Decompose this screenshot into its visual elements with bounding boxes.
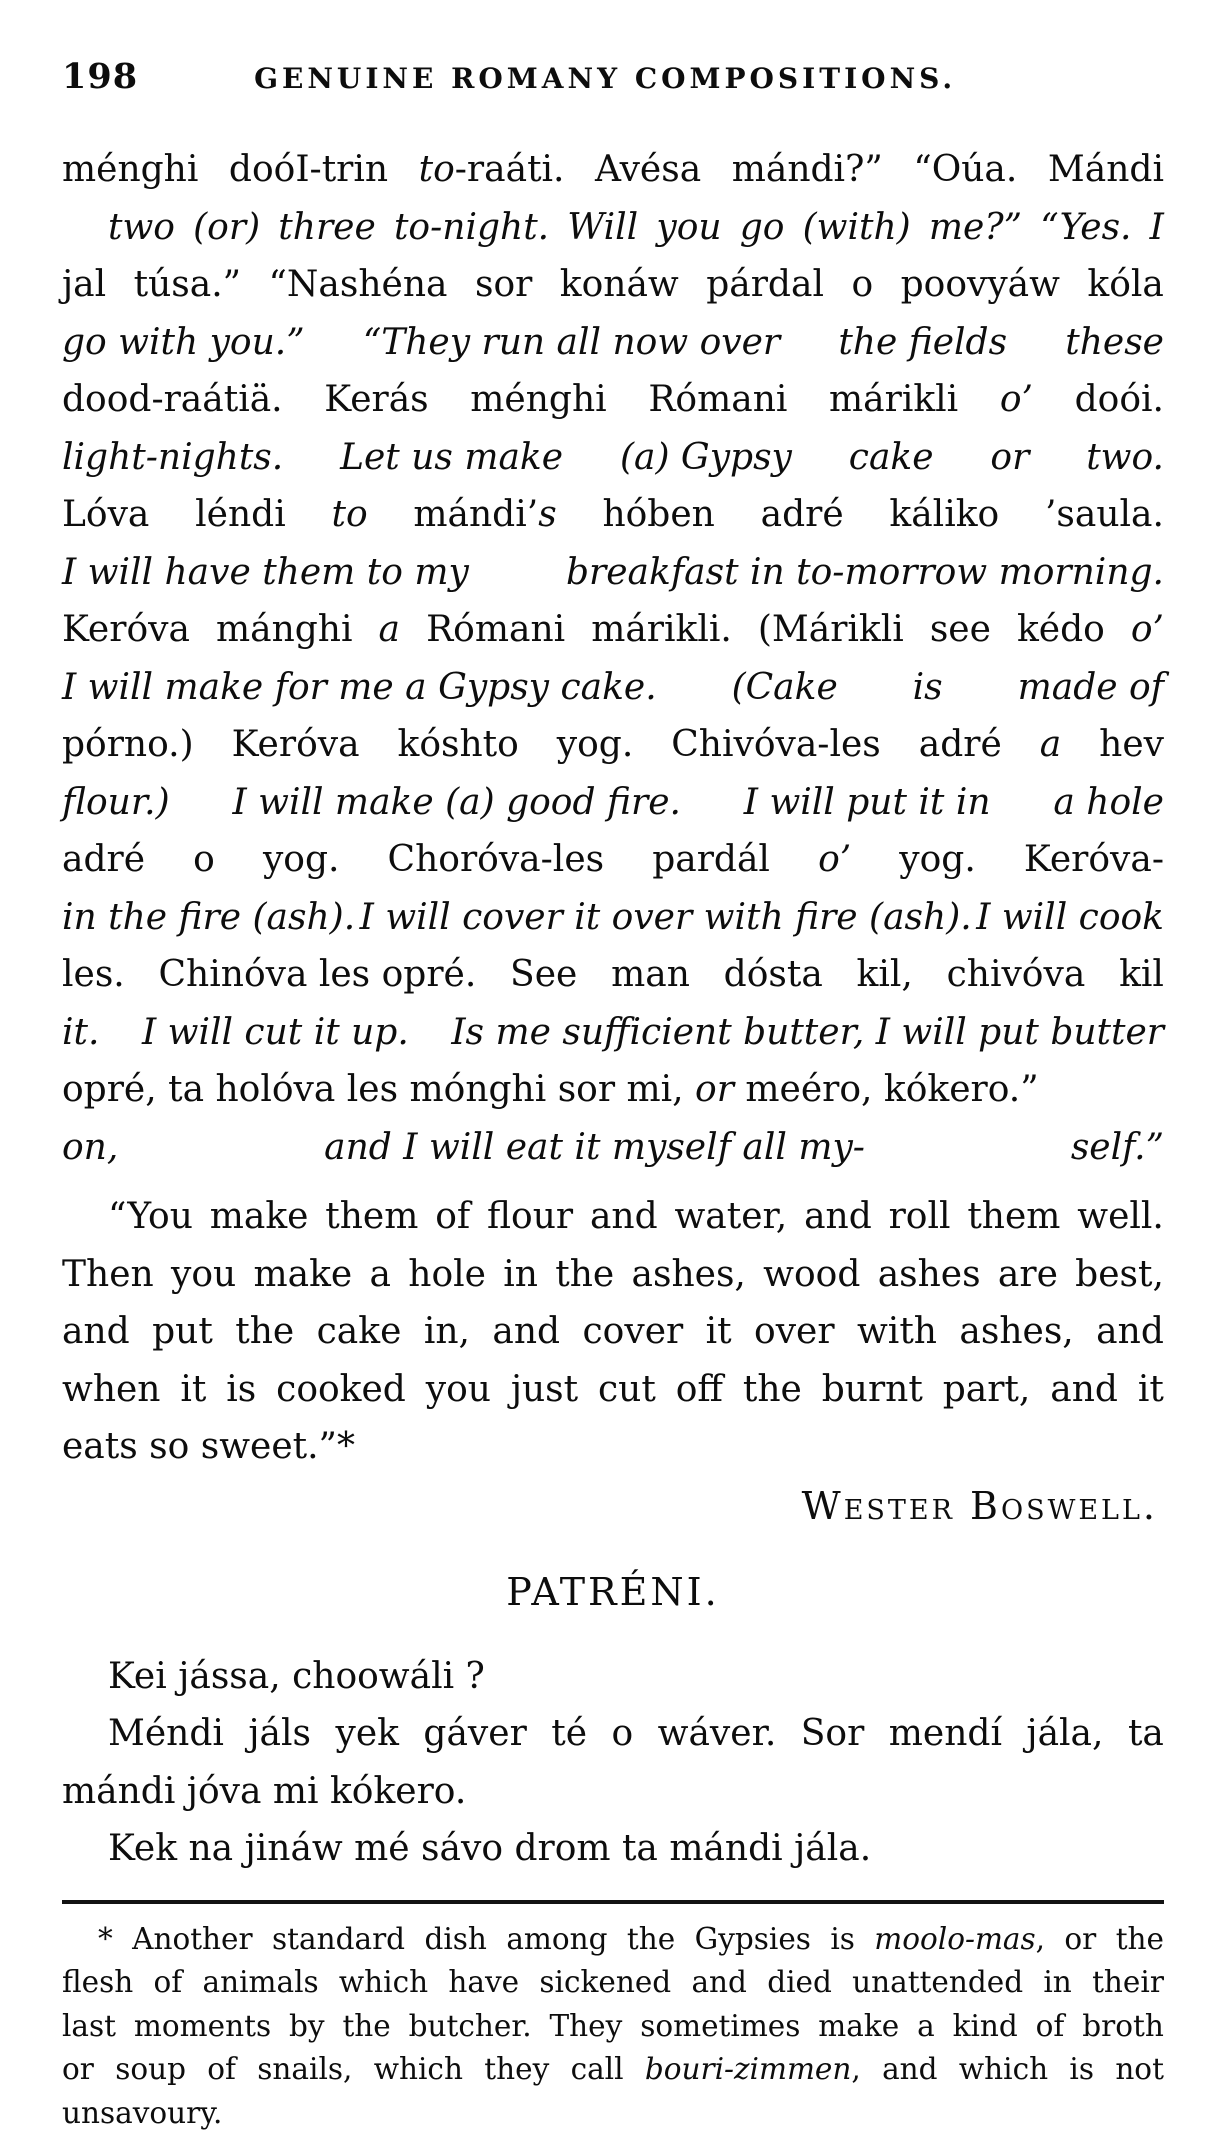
text-chunk: dood-raátiä.	[62, 379, 283, 420]
text-chunk: Another	[132, 1921, 253, 1956]
gloss-line	[62, 429, 1164, 487]
text-chunk: (a) Gypsy	[619, 436, 792, 478]
text-chunk: túsa.”	[133, 264, 242, 305]
text-chunk: of	[207, 2052, 236, 2086]
text-chunk: them	[325, 1196, 419, 1237]
text-chunk: the	[555, 1253, 615, 1295]
text-chunk: kil,	[856, 954, 913, 995]
gloss-line	[62, 774, 1164, 832]
text-chunk: bouri-zimmen,	[644, 2052, 861, 2086]
text-chunk: Gypsies	[694, 1921, 811, 1956]
text-chunk: Méndi	[108, 1713, 224, 1754]
romany-line	[62, 716, 1164, 774]
footnote-line	[62, 2005, 1164, 2049]
text-chunk: mándi?”	[731, 149, 883, 190]
text-chunk: moolo-mas,	[874, 1921, 1046, 1956]
text-chunk: márikli.	[591, 609, 732, 650]
text-chunk: a	[378, 609, 401, 650]
text-chunk: ’saula.	[1044, 494, 1164, 535]
text-chunk: adré	[62, 839, 146, 880]
text-chunk: of	[435, 1196, 471, 1237]
text-chunk: dósta	[723, 954, 823, 995]
text-chunk: sor	[474, 264, 533, 305]
text-chunk: the	[742, 1368, 802, 1410]
text-chunk: is	[1069, 2052, 1094, 2086]
text-chunk: water,	[674, 1196, 788, 1237]
text-chunk: sickened	[539, 1965, 672, 1999]
gloss-line	[62, 314, 1164, 372]
text-chunk: the	[1115, 1921, 1164, 1956]
text-chunk: hole	[408, 1253, 486, 1295]
text-chunk: in	[503, 1253, 538, 1295]
footnote-line	[62, 2048, 1164, 2092]
text-chunk: with	[856, 1311, 937, 1352]
text-chunk: is	[912, 666, 943, 708]
page-header	[62, 56, 1164, 97]
romany-line	[62, 486, 1164, 544]
text-chunk: see	[929, 609, 991, 650]
text-chunk: Chinóva les opré.	[158, 954, 477, 995]
text-chunk: the	[342, 2008, 391, 2043]
text-chunk: is	[226, 1368, 257, 1410]
prose-line	[62, 1418, 1164, 1476]
prose-line	[62, 1303, 1164, 1361]
text-chunk: Will	[567, 206, 639, 248]
text-chunk: off	[675, 1368, 723, 1410]
text-chunk: ashes	[877, 1253, 981, 1295]
text-chunk: two.	[1086, 436, 1164, 478]
text-chunk: and	[804, 1196, 872, 1237]
text-chunk: ashes,	[631, 1253, 746, 1295]
prose-line	[62, 1361, 1164, 1419]
text-chunk: kóshto	[397, 724, 519, 765]
footnote-line	[62, 1961, 1164, 2005]
text-chunk: adré	[760, 494, 844, 535]
text-chunk: flour.)	[62, 781, 170, 823]
text-chunk: which	[373, 2052, 463, 2086]
text-chunk: ménghi	[470, 379, 607, 420]
text-chunk: go with you.”	[62, 321, 305, 363]
text-chunk: (Márikli	[757, 609, 904, 650]
text-chunk: kédo	[1016, 609, 1105, 650]
footnote-line	[62, 2092, 1164, 2136]
text-chunk: have	[448, 1965, 520, 1999]
text-chunk: jála,	[1026, 1713, 1104, 1754]
text-chunk: you	[425, 1368, 491, 1410]
text-chunk: I will have them to my	[62, 551, 469, 593]
text-chunk: opré, ta holóva les mónghi sor mi, or meéro, kókero.”	[62, 1069, 1039, 1110]
text-chunk: o’	[818, 839, 852, 880]
romany-line	[62, 371, 1164, 429]
text-chunk: kil	[1119, 954, 1164, 995]
text-chunk: See	[510, 954, 578, 995]
text-chunk: Sor	[800, 1713, 865, 1754]
text-chunk: pardál	[652, 839, 770, 880]
text-chunk: you	[656, 206, 722, 248]
text-chunk: these	[1065, 321, 1164, 363]
text-chunk: mándi’s	[413, 494, 557, 535]
text-chunk: Kek na jináw mé sávo drom ta mándi jála.	[108, 1828, 872, 1869]
text-chunk: Avésa	[595, 149, 702, 190]
text-chunk: o’	[999, 379, 1033, 420]
text-chunk: cut	[598, 1368, 656, 1410]
text-chunk: Chivóva-les	[671, 724, 881, 765]
text-chunk: They	[549, 2008, 623, 2043]
text-chunk: I will cover it over with fire (ash).	[359, 896, 972, 938]
section-line	[62, 1763, 1164, 1821]
gloss-line	[62, 1119, 1164, 1177]
text-chunk: and	[882, 2052, 938, 2086]
text-chunk: three	[278, 206, 376, 248]
text-chunk: pórno.)	[62, 724, 194, 765]
interlinear-text	[62, 141, 1164, 1176]
text-chunk: is	[830, 1921, 855, 1956]
romany-line	[62, 831, 1164, 889]
text-chunk: o	[193, 839, 215, 880]
text-chunk: yek	[335, 1713, 399, 1754]
text-chunk: flour	[487, 1196, 574, 1237]
text-chunk: which	[338, 1965, 429, 1999]
text-chunk: light-nights.	[62, 436, 284, 478]
section-line	[62, 1648, 1164, 1706]
gloss-line	[62, 199, 1164, 257]
text-chunk: ta	[1127, 1713, 1164, 1754]
text-chunk: and	[492, 1311, 561, 1352]
section-line	[62, 1705, 1164, 1763]
text-chunk: roll	[888, 1196, 951, 1237]
text-chunk: in,	[423, 1311, 470, 1352]
text-chunk: not	[1115, 2052, 1164, 2086]
text-chunk: standard	[272, 1921, 406, 1956]
romany-line	[62, 1061, 1164, 1119]
text-chunk: make	[818, 2008, 900, 2043]
text-chunk: mánghi	[215, 609, 353, 650]
text-chunk: it	[180, 1368, 207, 1410]
text-chunk: o	[611, 1713, 634, 1754]
text-chunk: “Yes.	[1040, 206, 1132, 248]
text-chunk: in	[1043, 1965, 1072, 1999]
text-chunk: Lóva	[62, 494, 150, 535]
text-chunk: you	[170, 1253, 237, 1295]
text-chunk: well.	[1077, 1196, 1164, 1237]
text-chunk: and	[62, 1311, 130, 1352]
text-chunk: on,	[62, 1126, 119, 1168]
text-chunk: to-night.	[393, 206, 550, 248]
text-chunk: “Nashéna	[268, 264, 448, 305]
text-chunk: jáls	[248, 1713, 312, 1754]
romany-line	[62, 601, 1164, 659]
text-chunk: (or)	[193, 206, 261, 248]
text-chunk: yog.	[556, 724, 634, 765]
text-chunk: “They run all now over	[362, 321, 781, 363]
text-chunk: cooked	[276, 1368, 406, 1410]
text-chunk: cake	[316, 1311, 402, 1352]
text-chunk: cake	[848, 436, 934, 478]
gloss-line	[62, 1004, 1164, 1062]
text-chunk: part,	[942, 1368, 1031, 1410]
text-chunk: butcher.	[408, 2008, 532, 2043]
text-chunk: mendí	[888, 1713, 1002, 1754]
footnote-text	[62, 1918, 1164, 2136]
gloss-line	[62, 544, 1164, 602]
text-chunk: among	[506, 1921, 608, 1956]
text-chunk: wáver.	[657, 1713, 777, 1754]
text-chunk: doóI-trin	[228, 149, 389, 190]
text-chunk: moments	[133, 2008, 272, 2043]
romany-line	[62, 946, 1164, 1004]
author-signature: Wester Boswell.	[801, 1483, 1158, 1528]
prose-line	[62, 1188, 1164, 1246]
text-chunk: snails,	[257, 2052, 353, 2086]
text-chunk: té	[551, 1713, 588, 1754]
text-chunk: Keróva	[231, 724, 360, 765]
text-chunk: to	[331, 494, 368, 535]
text-chunk: “You	[108, 1196, 193, 1237]
text-chunk: it	[705, 1311, 732, 1352]
text-chunk: a	[917, 2008, 935, 2043]
text-chunk: put	[152, 1311, 213, 1352]
text-chunk: mándi jóva mi kókero.	[62, 1770, 467, 1812]
prose-line	[62, 1246, 1164, 1304]
text-chunk: Rómani	[648, 379, 788, 420]
text-chunk: léndi	[195, 494, 286, 535]
text-chunk: *	[98, 1921, 113, 1956]
text-chunk: I will make (a) good fire.	[232, 781, 681, 823]
text-chunk: animals	[202, 1965, 319, 1999]
section-line	[62, 1820, 1164, 1878]
text-chunk: and I will eat it myself all my-	[324, 1126, 865, 1168]
text-chunk: ashes,	[959, 1311, 1074, 1352]
page-number: 198	[62, 56, 139, 97]
text-chunk: kind	[952, 2008, 1018, 2043]
text-chunk: Is me sufficient butter, I will put butter	[451, 1011, 1164, 1053]
text-chunk: best,	[1075, 1253, 1164, 1295]
text-chunk: call	[570, 2052, 624, 2086]
text-chunk: a hole	[1053, 781, 1164, 823]
text-chunk: and	[691, 1965, 747, 1999]
text-chunk: and	[1050, 1368, 1118, 1410]
text-chunk: breakfast in to-morrow morning.	[565, 551, 1164, 593]
text-chunk: Choróva-les	[387, 839, 605, 880]
text-chunk: ménghi	[62, 149, 199, 190]
text-chunk: the	[235, 1311, 295, 1352]
text-chunk: gáver	[423, 1713, 527, 1754]
text-chunk: adré	[918, 724, 1002, 765]
text-chunk: in the fire (ash).	[62, 896, 356, 938]
text-chunk: two	[108, 206, 175, 248]
text-chunk: soup	[115, 2052, 186, 2086]
prose-paragraph	[62, 1188, 1164, 1476]
text-chunk: yog.	[262, 839, 340, 880]
text-chunk: are	[997, 1253, 1058, 1295]
text-chunk: to-raáti.	[418, 149, 565, 190]
text-chunk: cover	[582, 1311, 684, 1352]
text-chunk: konáw	[559, 264, 679, 305]
text-chunk: died	[767, 1965, 832, 1999]
text-chunk: of	[153, 1965, 183, 1999]
text-chunk: chivóva	[946, 954, 1086, 995]
text-chunk: (Cake	[731, 666, 838, 708]
text-chunk: I will put it in	[743, 781, 991, 823]
text-chunk: Let us make	[340, 436, 564, 478]
text-chunk: the	[626, 1921, 676, 1956]
text-chunk: párdal	[706, 264, 824, 305]
text-chunk: it.	[62, 1011, 100, 1053]
text-chunk: unattended	[852, 1965, 1024, 1999]
text-chunk: kóla	[1087, 264, 1164, 305]
text-chunk: their	[1092, 1965, 1164, 1999]
text-chunk: just	[510, 1368, 579, 1410]
gloss-line	[62, 889, 1164, 947]
text-chunk: a	[1039, 724, 1062, 765]
section-heading: PATRÉNI.	[506, 1569, 720, 1614]
text-chunk: “Oúa.	[913, 149, 1018, 190]
text-chunk: by	[288, 2008, 325, 2043]
text-chunk: Keróva-	[1023, 839, 1164, 880]
text-chunk: dish	[424, 1921, 487, 1956]
text-chunk: Mándi	[1047, 149, 1164, 190]
text-chunk: hev	[1099, 724, 1164, 765]
text-chunk: or	[1064, 1921, 1097, 1956]
text-chunk: make	[209, 1196, 309, 1237]
text-chunk: Kerás	[324, 379, 429, 420]
text-chunk: jal	[62, 264, 107, 305]
text-chunk: go	[739, 206, 785, 248]
text-chunk: sometimes	[640, 2008, 801, 2043]
text-chunk: the fields	[838, 321, 1008, 363]
text-chunk: unsavoury.	[62, 2095, 223, 2130]
text-chunk: of	[1035, 2008, 1065, 2043]
text-chunk: or	[990, 436, 1030, 478]
text-chunk: eats so sweet.”*	[62, 1426, 355, 1467]
text-chunk: wood	[763, 1253, 861, 1295]
text-chunk: last	[62, 2008, 117, 2043]
text-chunk: (with)	[802, 206, 911, 248]
text-chunk: poovyáw	[900, 264, 1060, 305]
text-chunk: man	[611, 954, 690, 995]
text-chunk: hóben	[602, 494, 715, 535]
text-chunk: or	[62, 2052, 94, 2086]
text-chunk: márikli	[829, 379, 959, 420]
text-chunk: self.”	[1070, 1126, 1164, 1168]
text-chunk: yog.	[899, 839, 976, 880]
romany-line	[62, 141, 1164, 199]
footnote-line	[62, 1918, 1164, 1962]
text-chunk: when	[62, 1368, 161, 1410]
gloss-line	[62, 659, 1164, 717]
text-chunk: káliko	[889, 494, 1000, 535]
text-chunk: I	[1149, 206, 1164, 248]
text-chunk: me?”	[928, 206, 1023, 248]
text-chunk: I will cook	[976, 896, 1164, 938]
text-chunk: a	[369, 1253, 391, 1295]
text-chunk: o	[851, 264, 874, 305]
text-chunk: Then	[62, 1253, 154, 1295]
text-chunk: and	[589, 1196, 658, 1237]
text-chunk: flesh	[62, 1965, 134, 1999]
text-chunk: Kei jássa, choowáli ?	[108, 1655, 485, 1697]
text-chunk: and	[1096, 1311, 1164, 1352]
text-chunk: doói.	[1074, 379, 1164, 420]
text-chunk: made of	[1017, 666, 1164, 708]
running-title: GENUINE ROMANY COMPOSITIONS.	[254, 62, 957, 95]
text-chunk: Keróva	[62, 609, 190, 650]
text-chunk: they	[484, 2052, 550, 2086]
text-chunk: broth	[1082, 2008, 1164, 2043]
text-chunk: les.	[62, 954, 125, 995]
text-chunk: I will make for me a Gypsy cake.	[62, 666, 657, 708]
text-chunk: Rómani	[426, 609, 566, 650]
text-chunk: over	[754, 1311, 835, 1352]
text-chunk: which	[958, 2052, 1049, 2086]
text-chunk: I will cut it up.	[141, 1011, 409, 1053]
text-chunk: burnt	[821, 1368, 923, 1410]
text-chunk: make	[253, 1253, 353, 1295]
romany-line	[62, 256, 1164, 314]
text-chunk: them	[967, 1196, 1061, 1237]
text-chunk: o’	[1130, 609, 1164, 650]
footnote-separator	[62, 1900, 1164, 1904]
text-chunk: it	[1137, 1368, 1164, 1410]
section-text	[62, 1648, 1164, 1878]
